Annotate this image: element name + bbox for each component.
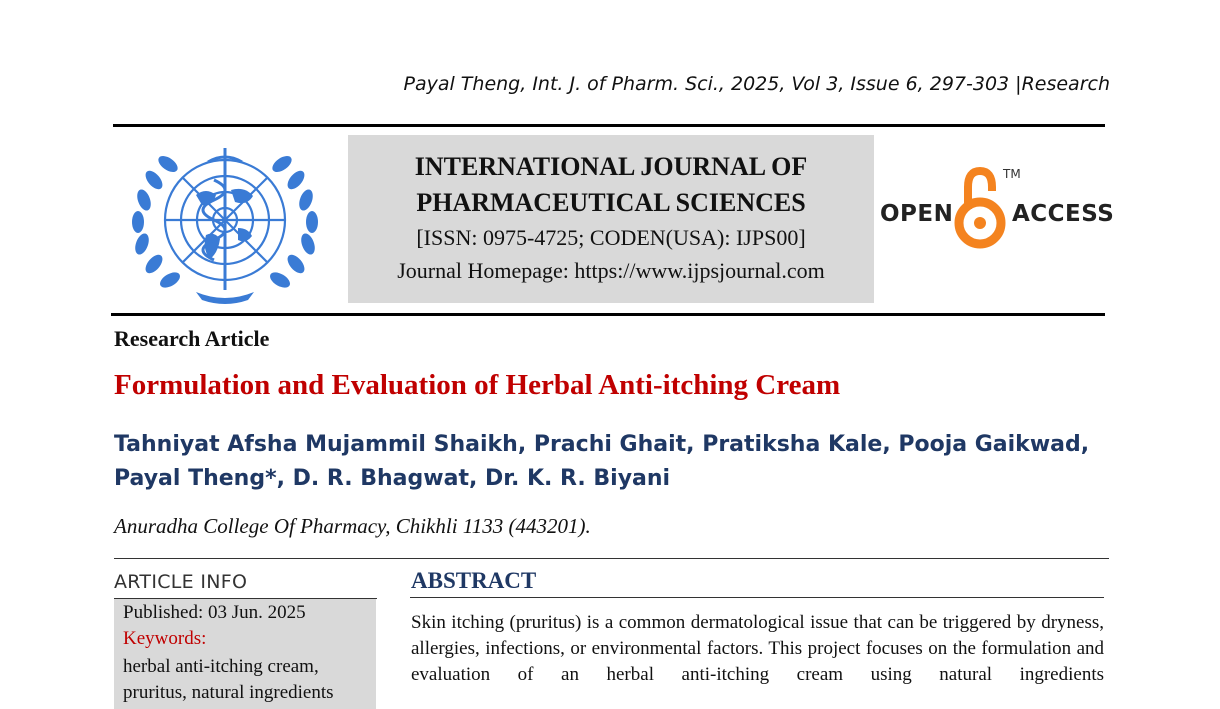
open-access-lock-icon	[954, 165, 1006, 251]
affiliation: Anuradha College Of Pharmacy, Chikhli 1133 (443201).	[114, 514, 591, 538]
journal-issn: [ISSN: 0975-4725; CODEN(USA): IJPS00]	[416, 225, 806, 250]
open-access-word-open: OPEN	[880, 201, 954, 227]
open-access-trademark: TM	[1003, 167, 1021, 181]
keywords-text: herbal anti-itching cream, pruritus, natural ingredients	[123, 656, 334, 703]
article-info-box	[114, 599, 376, 709]
journal-homepage: Journal Homepage: https://www.ijpsjournal.com	[397, 258, 825, 283]
keywords-label: Keywords:	[123, 628, 207, 649]
article-info-heading: ARTICLE INFO	[114, 571, 248, 593]
open-access-word-access: ACCESS	[1012, 201, 1115, 227]
section-divider	[114, 558, 1109, 559]
running-head: Payal Theng, Int. J. of Pharm. Sci., 2025, Vol 3, Issue 6, 297-303 |Research	[403, 73, 1110, 95]
article-type: Research Article	[114, 326, 270, 351]
journal-title-box	[348, 135, 874, 303]
header-bottom-rule	[111, 313, 1105, 316]
journal-title-line1: INTERNATIONAL JOURNAL OF	[414, 152, 808, 181]
author-list-line1: Tahniyat Afsha Mujammil Shaikh, Prachi Ghait, Pratiksha Kale, Pooja Gaikwad,	[114, 432, 1090, 457]
published-date: Published: 03 Jun. 2025	[123, 602, 306, 623]
abstract-rule	[410, 597, 1104, 598]
abstract-heading: ABSTRACT	[411, 568, 537, 593]
abstract-text: Skin itching (pruritus) is a common dermatological issue that can be triggered by dryness, allergies, infections, or environmental factors. This project focuses on the formulation and evaluation of an herbal anti-itching cream using natural ingredients	[411, 612, 1104, 685]
paper-title: Formulation and Evaluation of Herbal Anti-itching Cream	[114, 369, 841, 401]
author-list	[114, 428, 1104, 496]
journal-emblem-icon	[126, 140, 324, 306]
header-top-rule	[113, 124, 1105, 127]
author-list-line2: Payal Theng*, D. R. Bhagwat, Dr. K. R. Biyani	[114, 466, 671, 491]
open-access-logo	[880, 165, 1115, 255]
journal-title-line2: PHARMACEUTICAL SCIENCES	[416, 188, 806, 217]
journal-title	[348, 149, 874, 221]
